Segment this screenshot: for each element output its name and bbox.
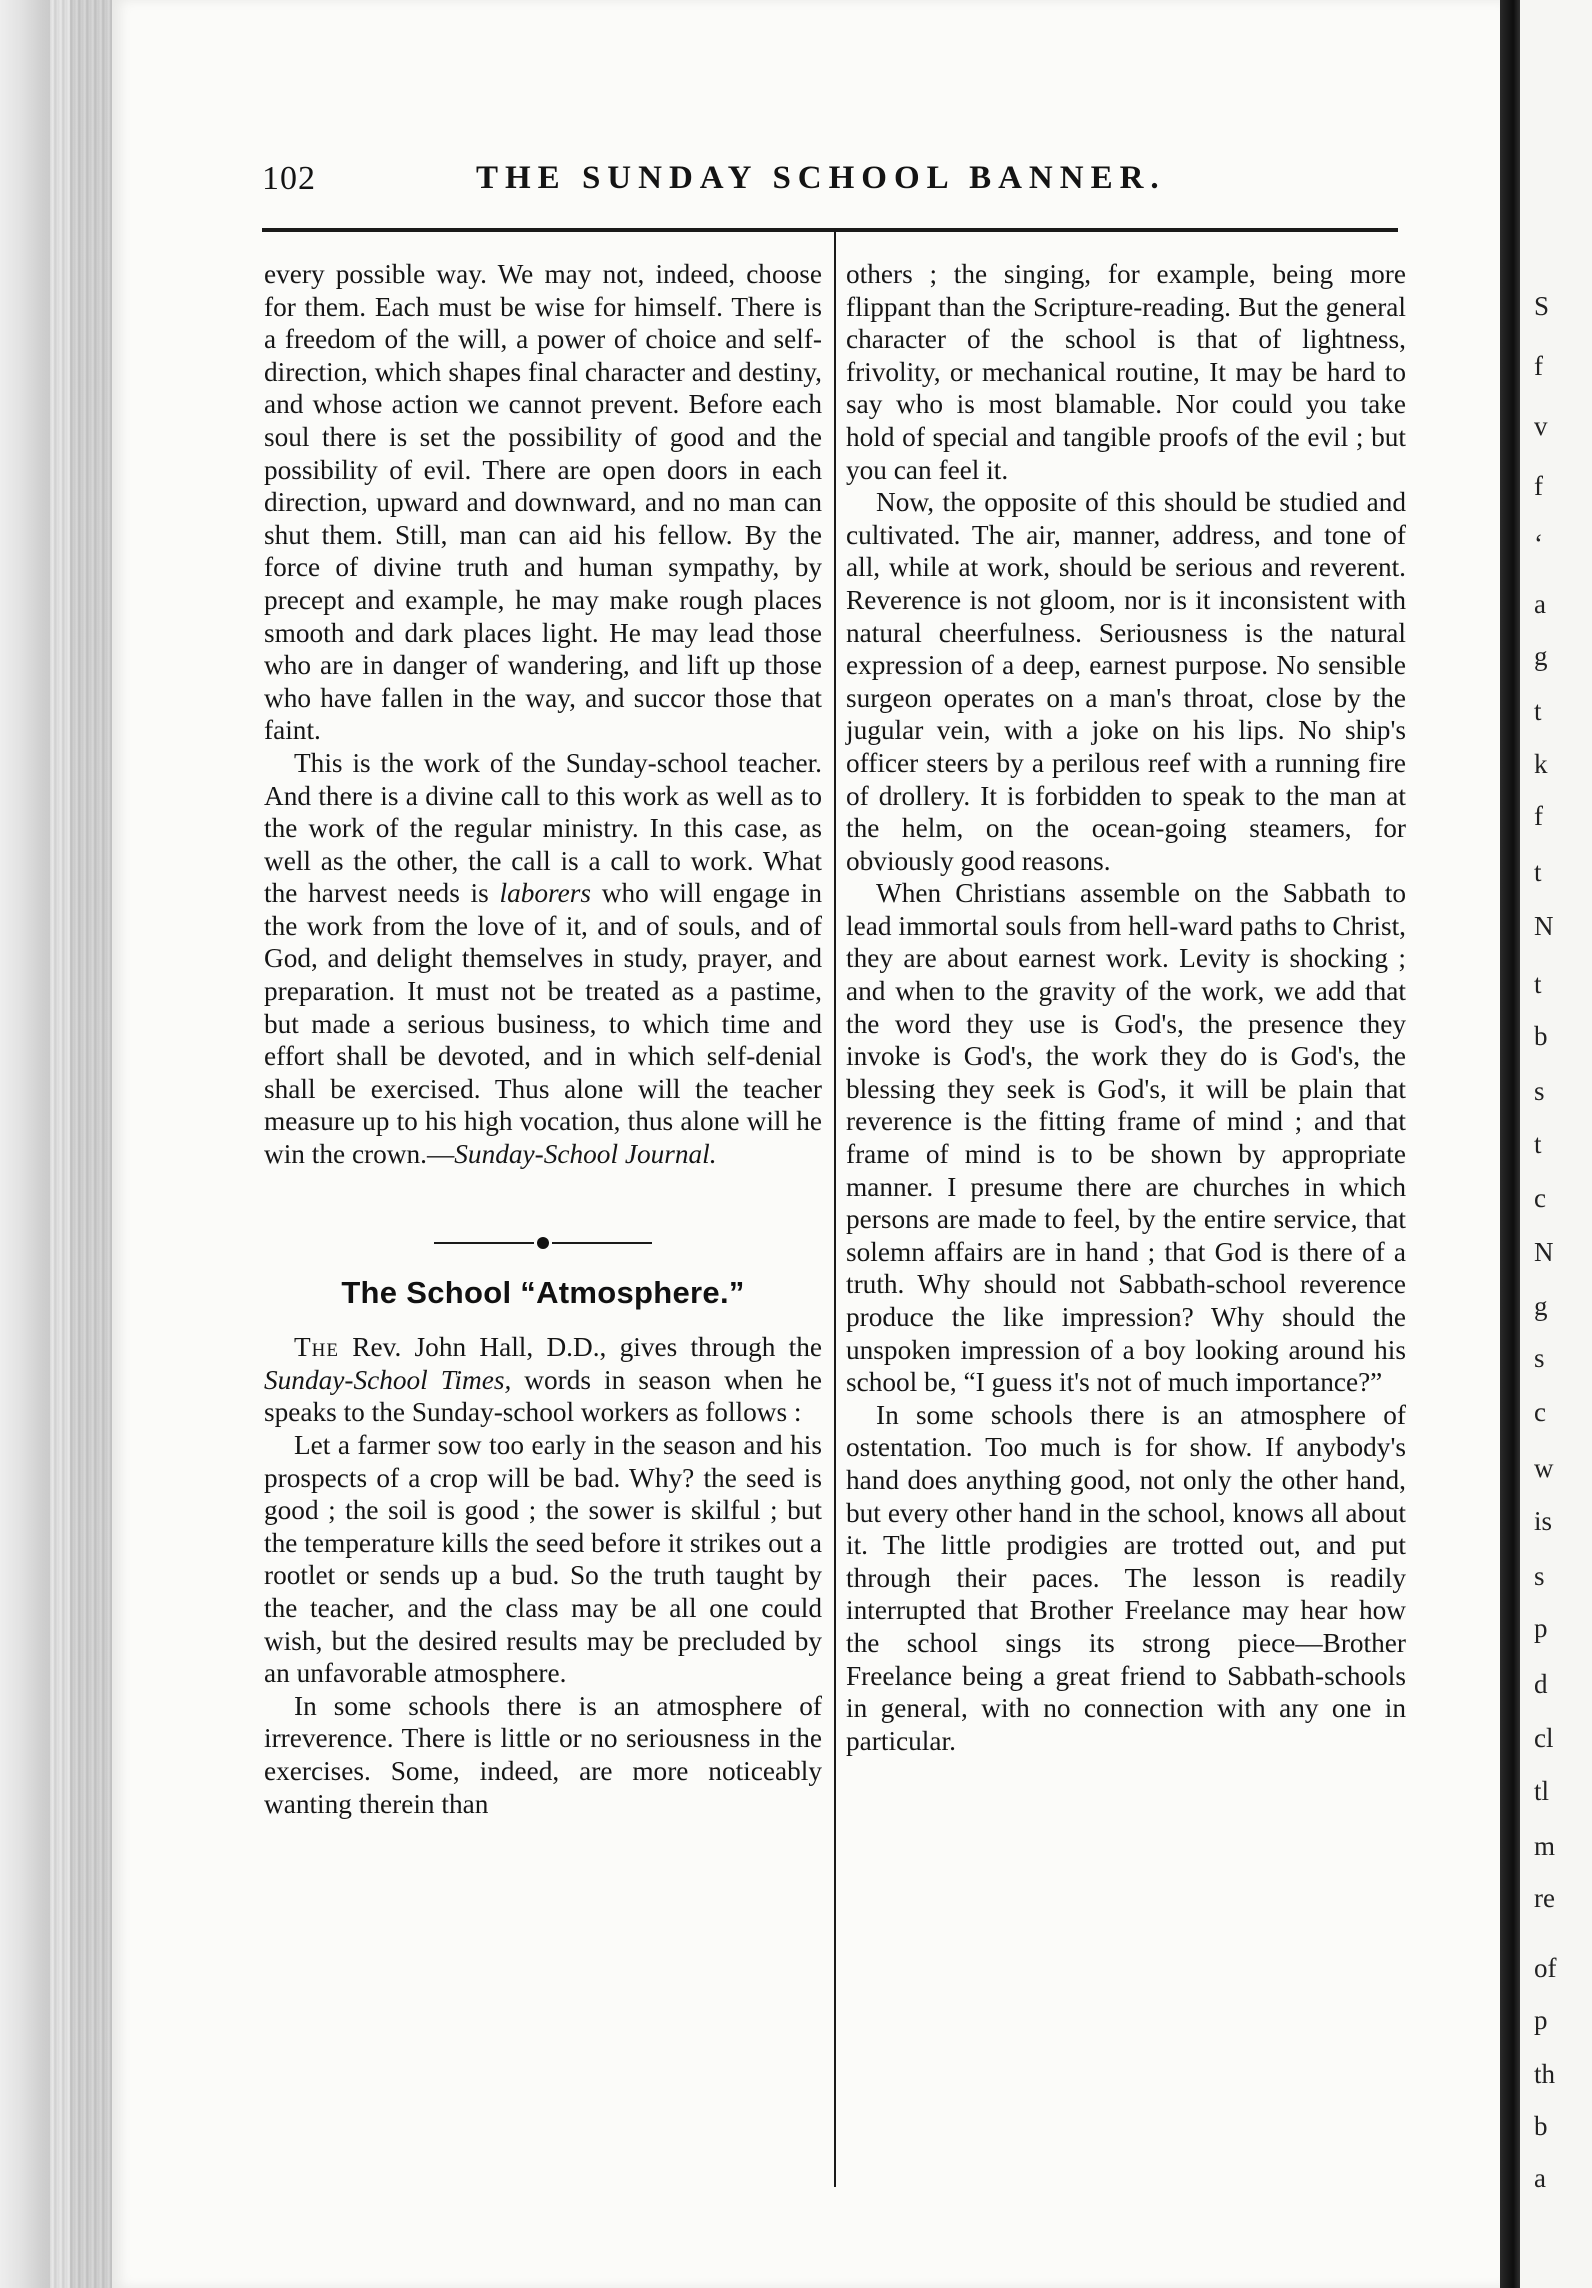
adjacent-page-fragment: of [1534, 1953, 1557, 1983]
adjacent-page-fragment: p [1534, 1613, 1548, 1643]
section-ornament [434, 1237, 652, 1249]
adjacent-page-fragment: v [1534, 411, 1548, 441]
adjacent-page-fragment: c [1534, 1397, 1546, 1427]
left-paragraph-3: Let a farmer sow too early in the season and his prospects of a crop will be bad. Why? the seed is good ; the soil is good ; the sower is skilful ; but the temperature kills the seed before it strikes out a rootlet or sends up a bud. So the truth taught by the teacher, and the class may be all one could wish, but the desired results may be precluded by an unfavorable atmosphere. [264, 1430, 822, 1689]
adjacent-page-fragment: is [1534, 1506, 1553, 1536]
adjacent-page-fragment: cl [1534, 1723, 1554, 1753]
adjacent-page-fragment: g [1534, 1291, 1548, 1321]
ornament-dot [537, 1237, 549, 1249]
adjacent-page-fragment: f [1534, 351, 1543, 381]
adjacent-page-fragment: re [1534, 1883, 1555, 1913]
adjacent-page-fragment: k [1534, 749, 1548, 779]
intro-text: Rev. John Hall, D.D., gives through the [339, 1332, 822, 1363]
adjacent-page [1520, 0, 1592, 2288]
adjacent-page-fragment: ‘ [1534, 529, 1543, 559]
adjacent-page-fragment: f [1534, 471, 1543, 501]
adjacent-page-fragment: s [1534, 1561, 1545, 1591]
adjacent-page-fragment: a [1534, 2163, 1546, 2193]
adjacent-page-fragment: tl [1534, 1776, 1550, 1806]
right-paragraph-4: In some schools there is an atmosphere of ostentation. Too much is for show. If anybody's hand does anything good, not only the other hand, but every other hand in the school, knows all about it. The little prodigies are trotted out, and put through their paces. The lesson is readily interrupted that Brother Freelance may hear how the school sings its strong piece—Brother Freelance being a great friend to Sabbath-schools in general, with no connection with any one in particular. [846, 1399, 1406, 1756]
adjacent-page-fragment: w [1534, 1453, 1554, 1483]
adjacent-page-fragment: t [1534, 1129, 1542, 1159]
right-paragraph-3: When Christians assemble on the Sabbath to lead immortal souls from hell-ward paths to Christ, they are about earnest work. Levity is shocking ; and when to the gravity of the work, we add that the word they use is God's, the presence they invoke is God's, the work they do is God's, the blessing they seek is God's, it will be plain that reverence is the fitting frame of mind ; and that frame of mind is to be shown by appropriate manner. I presume there are churches in which persons are made to feel, by the entire service, that solemn affairs are in hand ; that God is there of a truth. Why should not Sabbath-school reverence produce the like impression? Why should the unspoken impression of a boy looking around his school be, “I guess it's not of much importance?” [846, 878, 1406, 1398]
adjacent-page-fragment: th [1534, 2059, 1556, 2089]
emphasis-times: Sunday-School Times, [264, 1364, 512, 1395]
section-heading: The School “Atmosphere.” [341, 1274, 745, 1310]
left-paragraph-2-text: This is the work of the Sunday-school teacher. And there is a divine call to this work as well as to the work of the regular ministry. In this case, as well as the other, the call is a call to work. What the harvest needs is [264, 747, 822, 909]
left-paragraph-4: In some schools there is an atmosphere of irreverence. There is little or no seriousness in the exercises. Some, indeed, are more noticeably wanting therein than [264, 1690, 822, 1819]
right-paragraph-1: others ; the singing, for example, being more flippant than the Scripture-reading. But the general character of the school is that of lightness, frivolity, or mechanical routine, It may be hard to say who is most blamable. Nor could you take hold of special and tangible proofs of the evil ; but you can feel it. [846, 259, 1406, 485]
ornament-bar-left [434, 1242, 534, 1244]
right-column [846, 258, 1406, 1757]
source-attribution: Sunday-School Journal. [454, 1139, 717, 1170]
ornament-bar-right [552, 1242, 652, 1244]
intro-text-cont: words in season when he speaks to the Sunday-school workers as follows : [264, 1364, 822, 1428]
adjacent-page-fragment: t [1534, 857, 1542, 887]
left-paragraph-2 [264, 747, 822, 1171]
column-divider [834, 232, 836, 2187]
adjacent-page-fragment: g [1534, 641, 1548, 671]
running-head [262, 160, 1402, 210]
journal-title: THE SUNDAY SCHOOL BANNER. [476, 160, 1166, 196]
adjacent-page-fragment: c [1534, 1183, 1546, 1213]
emphasis-laborers: laborers [499, 878, 592, 909]
adjacent-page-fragment: t [1534, 969, 1542, 999]
adjacent-page-fragment: N [1534, 1237, 1554, 1267]
right-paragraph-2: Now, the opposite of this should be studied and cultivated. The air, manner, address, and tone of all, while at work, should be serious and reverent. Reverence is not gloom, nor is it inconsistent with natural cheerfulness. Seriousness is the natural expression of a deep, earnest purpose. No sensible surgeon operates on a man's throat, close by the jugular vein, with a joke on his lips. No ship's officer steers by a perilous reef with a running fire of drollery. It is forbidden to speak to the man at the helm, on the ocean-going steamers, for obviously good reasons. [846, 487, 1406, 876]
adjacent-page-fragment: b [1534, 1021, 1548, 1051]
header-rule [262, 228, 1398, 232]
adjacent-page-fragment: s [1534, 1076, 1545, 1106]
gutter-shadow [1500, 0, 1522, 2288]
page-number: 102 [262, 160, 316, 197]
intro-smallcaps: The [294, 1332, 340, 1363]
adjacent-page-fragment: t [1534, 696, 1542, 726]
adjacent-page-fragment: N [1534, 911, 1554, 941]
adjacent-page-fragment: p [1534, 2005, 1548, 2035]
adjacent-page-fragment: d [1534, 1669, 1548, 1699]
adjacent-page-fragment: f [1534, 801, 1543, 831]
adjacent-page-fragment: a [1534, 589, 1546, 619]
adjacent-page-fragment: S [1534, 291, 1550, 321]
left-paragraph-1: every possible way. We may not, indeed, choose for them. Each must be wise for himself. There is a freedom of the will, a power of choice and self-direction, which shapes final character and destiny, and whose action we cannot prevent. Before each soul there is set the possibility of good and the possibility of evil. There are open doors in each direction, upward and downward, and no man can shut them. Still, man can aid his fellow. By the force of divine truth and human sympathy, by precept and example, he may make rough places smooth and dark places light. He may lead those who are in danger of wandering, and lift up those who have fallen in the way, and succor those that faint. [264, 259, 822, 746]
adjacent-page-fragment: s [1534, 1343, 1545, 1373]
left-column [264, 258, 822, 1820]
adjacent-page-fragment: m [1534, 1831, 1556, 1861]
intro-paragraph [264, 1331, 822, 1429]
page-edges [50, 0, 115, 2288]
left-paragraph-2-text-cont: who will engage in the work from the love of it, and of souls, and of God, and delight themselves in study, prayer, and preparation. It must not be treated as a pastime, but made a serious business, to which time and effort shall be devoted, and in which self-denial shall be exercised. Thus alone will the teacher measure up to his high vocation, thus alone will he win the crown.— [264, 878, 823, 1170]
adjacent-page-fragment: b [1534, 2111, 1548, 2141]
